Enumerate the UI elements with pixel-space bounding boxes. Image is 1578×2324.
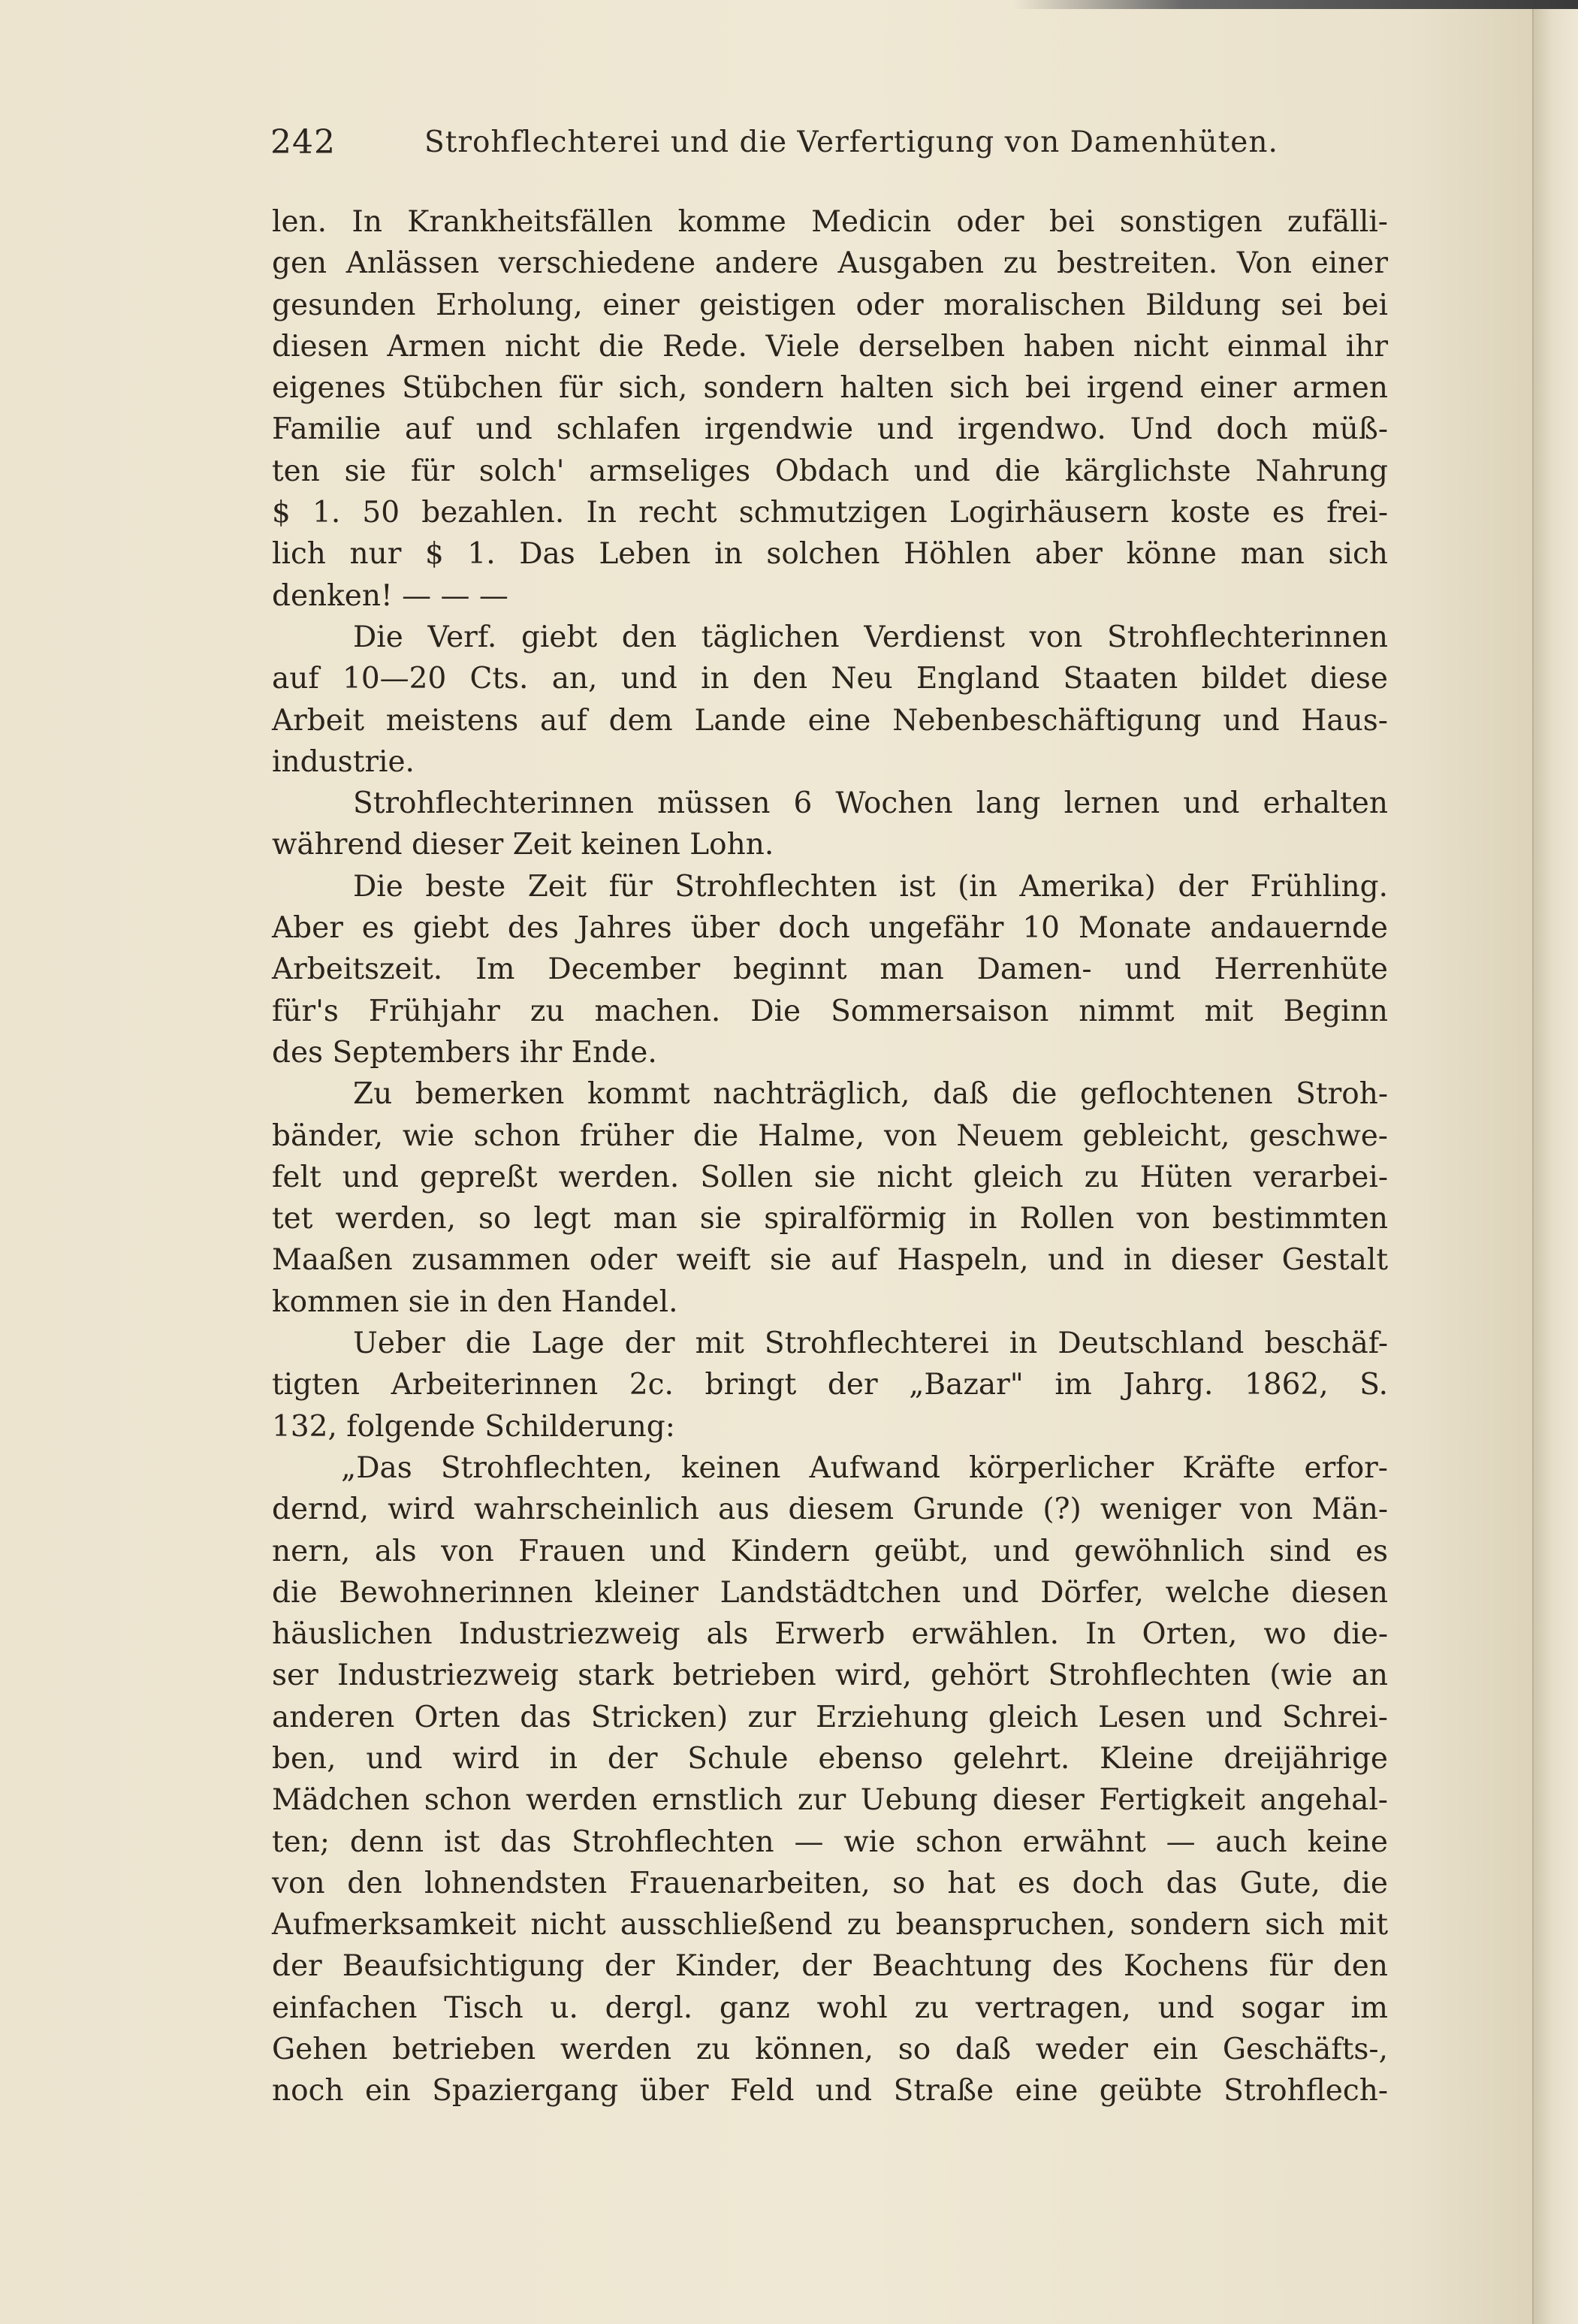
text-line: felt und gepreßt werden. Sollen sie nicht gleich zu Hüten verarbei- <box>272 1160 1388 1194</box>
text-line: Mädchen schon werden ernstlich zur Uebung dieser Fertigkeit angehal- <box>272 1783 1388 1818</box>
text-line: Familie auf und schlafen irgendwie und irgendwo. Und doch müß- <box>272 412 1388 447</box>
text-line: len. In Krankheitsfällen komme Medicin oder bei sonstigen zufälli- <box>272 205 1388 239</box>
text-line: eigenes Stübchen für sich, sondern halten sich bei irgend einer armen <box>272 371 1388 406</box>
page-number: 242 <box>270 123 336 161</box>
text-line: bänder, wie schon früher die Halme, von Neuem gebleicht, geschwe- <box>272 1118 1388 1153</box>
text-line: „Das Strohflechten, keinen Aufwand körperlicher Kräfte erfor- <box>341 1450 1388 1485</box>
text-line: Ueber die Lage der mit Strohflechterei in Deutschland beschäf- <box>353 1326 1388 1361</box>
text-line: ten sie für solch' armseliges Obdach und die kärglichste Nahrung <box>272 454 1388 488</box>
text-line: anderen Orten das Stricken) zur Erziehung gleich Lesen und Schrei- <box>272 1700 1388 1734</box>
text-line: Aber es giebt des Jahres über doch ungefähr 10 Monate andauernde <box>272 911 1388 946</box>
paragraph <box>272 1323 1388 1447</box>
text-line: gen Anlässen verschiedene andere Ausgaben zu bestreiten. Von einer <box>272 246 1388 281</box>
text-line: der Beaufsichtigung der Kinder, der Beachtung des Kochens für den <box>272 1949 1388 1984</box>
text-line: des Septembers ihr Ende. <box>272 1035 657 1070</box>
text-line: tigten Arbeiterinnen 2c. bringt der „Bazar" im Jahrg. 1862, S. <box>272 1368 1388 1402</box>
text-line: Die Verf. giebt den täglichen Verdienst von Strohflechterinnen <box>353 620 1388 654</box>
text-line: einfachen Tisch u. dergl. ganz wohl zu vertragen, und sogar im <box>272 1990 1388 2025</box>
text-line: tet werden, so legt man sie spiralförmig in Rollen von bestimmten <box>272 1202 1388 1236</box>
text-line: auf 10—20 Cts. an, und in den Neu England Staaten bildet diese <box>272 662 1388 696</box>
text-line: denken! — — — <box>272 578 508 613</box>
text-line: Die beste Zeit für Strohflechten ist (in Amerika) der Frühling. <box>353 869 1388 904</box>
paragraph <box>272 201 1388 617</box>
text-line: während dieser Zeit keinen Lohn. <box>272 828 774 862</box>
paragraph <box>272 617 1388 783</box>
text-line: Strohflechterinnen müssen 6 Wochen lang lernen und erhalten <box>353 786 1388 821</box>
text-line: die Bewohnerinnen kleiner Landstädtchen und Dörfer, welche diesen <box>272 1575 1388 1610</box>
text-line: ten; denn ist das Strohflechten — wie schon erwähnt — auch keine <box>272 1824 1388 1859</box>
text-line: noch ein Spaziergang über Feld und Straße eine geübte Strohflech- <box>272 2074 1388 2108</box>
text-line: Zu bemerken kommt nachträglich, daß die geflochtenen Stroh- <box>353 1077 1388 1112</box>
text-line: Arbeit meistens auf dem Lande eine Nebenbeschäftigung und Haus- <box>272 703 1388 738</box>
text-line: Gehen betrieben werden zu können, so daß weder ein Geschäfts-, <box>272 2033 1388 2067</box>
text-line: lich nur $ 1. Das Leben in solchen Höhlen aber könne man sich <box>272 537 1388 572</box>
text-line: gesunden Erholung, einer geistigen oder moralischen Bildung sei bei <box>272 288 1388 322</box>
text-line: $ 1. 50 bezahlen. In recht schmutzigen Logirhäusern koste es frei- <box>272 496 1388 530</box>
text-line: für's Frühjahr zu machen. Die Sommersaison nimmt mit Beginn <box>272 994 1388 1028</box>
text-line: 132, folgende Schilderung: <box>272 1409 675 1444</box>
paragraph <box>272 783 1388 866</box>
text-line: häuslichen Industriezweig als Erwerb erwählen. In Orten, wo die- <box>272 1617 1388 1652</box>
text-line: ben, und wird in der Schule ebenso gelehrt. Kleine dreijährige <box>272 1741 1388 1776</box>
running-title: Strohflechterei und die Verfertigung von Damenhüten. <box>424 125 1278 159</box>
scan-border <box>1014 0 1578 9</box>
paragraph <box>272 1073 1388 1323</box>
text-line: kommen sie in den Handel. <box>272 1284 678 1319</box>
body-text <box>272 201 1388 2112</box>
text-line: von den lohnendsten Frauenarbeiten, so hat es doch das Gute, die <box>272 1866 1388 1900</box>
paragraph <box>272 866 1388 1073</box>
text-line: diesen Armen nicht die Rede. Viele derselben haben nicht einmal ihr <box>272 329 1388 364</box>
text-line: industrie. <box>272 744 415 779</box>
page-edge <box>1532 0 1578 2324</box>
text-line: dernd, wird wahrscheinlich aus diesem Grunde (?) weniger von Män- <box>272 1492 1388 1527</box>
text-line: ser Industriezweig stark betrieben wird, gehört Strohflechten (wie an <box>272 1658 1388 1693</box>
text-line: Aufmerksamkeit nicht ausschließend zu beanspruchen, sondern sich mit <box>272 1908 1388 1942</box>
page-header <box>270 122 1278 164</box>
text-line: nern, als von Frauen und Kindern geübt, und gewöhnlich sind es <box>272 1534 1388 1568</box>
text-line: Arbeitszeit. Im December beginnt man Damen- und Herrenhüte <box>272 952 1388 987</box>
text-line: Maaßen zusammen oder weift sie auf Haspeln, und in dieser Gestalt <box>272 1243 1388 1278</box>
quotation-paragraph <box>272 1447 1388 2112</box>
